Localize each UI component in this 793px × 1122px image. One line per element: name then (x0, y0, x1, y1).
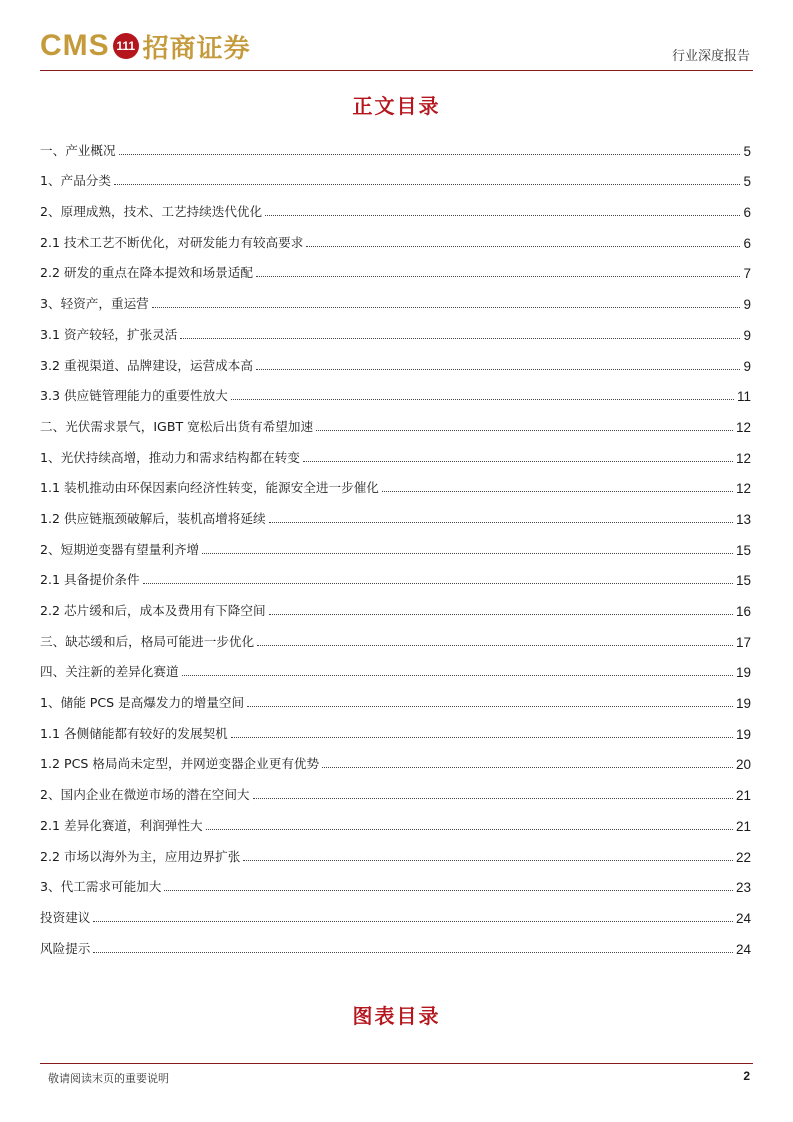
toc-entry-page: 24 (735, 910, 751, 926)
toc-title: 正文目录 (352, 94, 441, 118)
toc-dot-leader (322, 767, 733, 768)
toc-entry-page: 20 (735, 757, 751, 773)
toc-entry[interactable] (40, 772, 751, 803)
toc-entry-label: 三、缺芯缓和后，格局可能进一步优化 (40, 633, 255, 649)
toc-entry[interactable] (40, 404, 751, 435)
toc-entry-label: 3.1 资产较轻，扩张灵活 (40, 326, 178, 342)
toc-entry[interactable] (40, 435, 751, 466)
toc-dot-leader (247, 706, 733, 707)
toc-entry-label: 2.1 具备提价条件 (40, 572, 140, 588)
footer-disclaimer-note: 敬请阅读末页的重要说明 (48, 1072, 169, 1085)
toc-entry-page: 21 (735, 818, 751, 834)
toc-entry-label: 1.2 PCS 格局尚未定型，并网逆变器企业更有优势 (40, 756, 320, 772)
toc-entry[interactable] (40, 742, 751, 773)
toc-entry-page: 11 (736, 389, 751, 405)
toc-entry-label: 2、国内企业在微逆市场的潜在空间大 (40, 787, 250, 803)
toc-dot-leader (316, 430, 733, 431)
toc-dot-leader (152, 307, 741, 308)
figures-list-title: 图表目录 (352, 1004, 441, 1028)
toc-dot-leader (119, 154, 741, 155)
toc-entry-page: 12 (735, 419, 751, 435)
toc-entry[interactable] (40, 834, 751, 865)
toc-entry-page: 12 (735, 450, 751, 466)
toc-entry-label: 1.1 各侧储能都有较好的发展契机 (40, 725, 228, 741)
toc-dot-leader (265, 215, 740, 216)
toc-entry-page: 15 (735, 542, 751, 558)
toc-entry-label: 二、光伏需求景气，IGBT 宽松后出货有希望加速 (40, 418, 314, 434)
toc-entry-label: 2、短期逆变器有望量利齐增 (40, 541, 200, 557)
toc-entry-label: 2.2 芯片缓和后，成本及费用有下降空间 (40, 603, 266, 618)
toc-entry-page: 21 (735, 788, 751, 804)
toc-dot-leader (114, 184, 741, 185)
toc-entry-label: 2.2 市场以海外为主，应用边界扩张 (40, 848, 241, 864)
toc-dot-leader (257, 645, 733, 646)
toc-entry[interactable] (40, 619, 751, 650)
toc-entry-label: 风险提示 (40, 940, 91, 956)
toc-entry-page: 19 (735, 665, 751, 681)
table-of-contents (40, 128, 751, 957)
toc-entry-label: 1.2 供应链瓶颈破解后，装机高增将延续 (40, 510, 266, 526)
toc-dot-leader (253, 798, 733, 799)
toc-entry[interactable] (40, 803, 751, 834)
toc-entry-label: 四、关注新的差异化赛道 (40, 664, 179, 680)
footer-divider (40, 1063, 753, 1064)
toc-entry-page: 6 (743, 205, 751, 221)
toc-entry-page: 12 (735, 481, 751, 497)
toc-dot-leader (269, 522, 733, 523)
logo-chinese-text: 招商证券 (142, 33, 251, 64)
toc-entry-label: 3.2 重视渠道、品牌建设，运营成本高 (40, 357, 253, 373)
toc-entry[interactable] (40, 680, 751, 711)
toc-entry[interactable] (40, 496, 751, 527)
toc-entry[interactable] (40, 220, 751, 251)
toc-entry-label: 2.1 差异化赛道，利润弹性大 (40, 817, 203, 833)
toc-dot-leader (182, 675, 733, 676)
toc-entry-label: 1、光伏持续高增，推动力和需求结构都在转变 (40, 449, 300, 465)
toc-entry[interactable] (40, 650, 751, 681)
report-type-label: 行业深度报告 (671, 49, 750, 64)
toc-dot-leader (206, 829, 733, 830)
toc-dot-leader (202, 553, 733, 554)
toc-entry-page: 19 (735, 696, 751, 712)
toc-dot-leader (93, 921, 733, 922)
header-divider (40, 70, 753, 71)
page-header (0, 0, 793, 70)
toc-dot-leader (256, 369, 741, 370)
toc-entry[interactable] (40, 189, 751, 220)
toc-dot-leader (306, 246, 740, 247)
toc-entry[interactable] (40, 343, 751, 374)
toc-entry-page: 17 (735, 634, 751, 650)
toc-entry-label: 2、原理成熟，技术、工艺持续迭代优化 (40, 204, 263, 220)
toc-entry-page: 9 (743, 358, 751, 374)
toc-dot-leader (164, 890, 733, 891)
toc-entry[interactable] (40, 466, 751, 497)
toc-dot-leader (303, 461, 733, 462)
toc-entry[interactable] (40, 711, 751, 742)
toc-entry-page: 9 (743, 297, 751, 313)
toc-dot-leader (180, 338, 740, 339)
toc-entry-page: 23 (735, 880, 751, 896)
toc-entry-page: 15 (735, 573, 751, 589)
toc-entry[interactable] (40, 527, 751, 558)
toc-entry-page: 22 (735, 849, 751, 865)
toc-entry[interactable] (40, 558, 751, 589)
toc-entry-label: 2.1 技术工艺不断优化，对研发能力有较高要求 (40, 234, 304, 250)
page-number: 2 (743, 1069, 750, 1083)
toc-entry[interactable] (40, 312, 751, 343)
toc-dot-leader (143, 583, 733, 584)
toc-entry-page: 13 (735, 511, 751, 527)
toc-entry[interactable] (40, 159, 751, 190)
toc-dot-leader (269, 614, 733, 615)
toc-entry-label: 1、储能 PCS 是高爆发力的增量空间 (40, 695, 245, 711)
toc-entry-page: 19 (735, 726, 751, 742)
logo-emblem-icon: 111 (113, 33, 139, 59)
toc-dot-leader (382, 491, 733, 492)
toc-entry-label: 1、产品分类 (40, 173, 111, 189)
toc-entry-label: 投资建议 (40, 909, 91, 925)
toc-dot-leader (243, 860, 733, 861)
logo-latin-text: CMS (40, 29, 110, 62)
toc-entry-label: 2.2 研发的重点在降本提效和场景适配 (40, 265, 253, 281)
toc-dot-leader (231, 399, 734, 400)
toc-entry[interactable] (40, 865, 751, 896)
toc-entry-label: 3.3 供应链管理能力的重要性放大 (40, 388, 228, 404)
toc-entry-page: 24 (735, 941, 751, 957)
toc-entry[interactable] (40, 374, 751, 405)
toc-dot-leader (231, 737, 733, 738)
toc-dot-leader (93, 952, 733, 953)
toc-entry[interactable] (40, 281, 751, 312)
toc-entry-label: 3、轻资产，重运营 (40, 296, 149, 312)
toc-entry-page: 5 (743, 174, 751, 190)
toc-entry[interactable] (40, 251, 751, 282)
toc-entry[interactable] (40, 128, 751, 159)
toc-entry[interactable] (40, 895, 751, 926)
company-logo (40, 28, 251, 64)
toc-entry-page: 6 (743, 235, 751, 251)
toc-entry-label: 一、产业概况 (40, 142, 116, 158)
toc-entry[interactable] (40, 588, 751, 619)
toc-entry-page: 7 (743, 266, 751, 282)
toc-entry-label: 1.1 装机推动由环保因素向经济性转变，能源安全进一步催化 (40, 480, 379, 496)
toc-entry-label: 3、代工需求可能加大 (40, 879, 162, 895)
toc-entry-page: 16 (735, 604, 751, 619)
toc-entry-page: 5 (743, 143, 751, 159)
toc-dot-leader (256, 276, 741, 277)
toc-entry-page: 9 (743, 327, 751, 343)
toc-entry[interactable] (40, 926, 751, 957)
